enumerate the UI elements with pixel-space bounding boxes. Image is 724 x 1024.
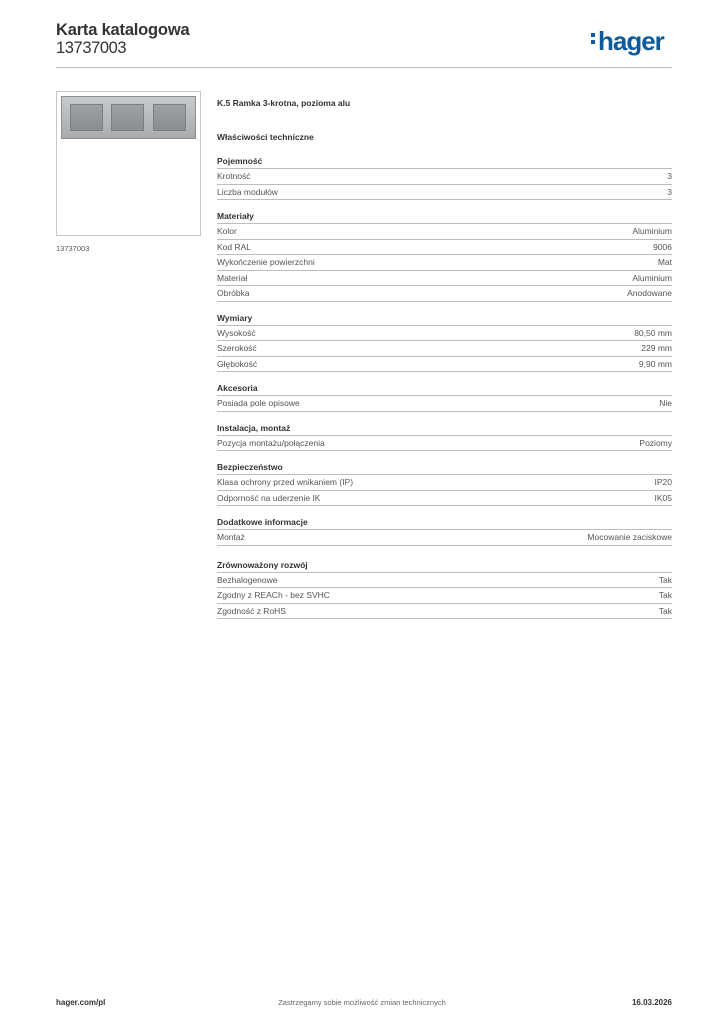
frame-slot xyxy=(70,104,103,131)
spec-label: Pozycja montażu/połączenia xyxy=(217,437,325,448)
spec-rows xyxy=(217,474,672,506)
spec-value: 9,90 mm xyxy=(638,358,672,369)
section-title: Zrównoważony rozwój xyxy=(217,559,308,570)
section-title: Akcesoria xyxy=(217,383,258,393)
hager-logo xyxy=(591,27,664,55)
product-details xyxy=(217,96,672,628)
spec-section xyxy=(217,515,672,546)
footer-date: 16.03.2026 xyxy=(631,998,672,1007)
spec-row xyxy=(217,224,672,240)
spec-rows xyxy=(217,168,672,200)
spec-section xyxy=(217,460,672,506)
spec-row xyxy=(217,475,672,491)
spec-row xyxy=(217,604,672,620)
spec-section xyxy=(217,381,672,412)
spec-value: Nie xyxy=(659,398,672,408)
spec-label: Wykończenie powierzchni xyxy=(217,257,315,267)
section-title: Dodatkowe informacje xyxy=(217,517,308,527)
spec-value: 9006 xyxy=(653,241,672,252)
spec-value: Mat xyxy=(657,257,672,267)
product-code: 13737003 xyxy=(56,39,127,57)
header-divider xyxy=(56,67,672,68)
spec-row xyxy=(217,240,672,256)
spec-section xyxy=(217,154,672,200)
spec-row xyxy=(217,169,672,185)
spec-row xyxy=(217,286,672,302)
spec-rows xyxy=(217,325,672,373)
section-title: Bezpieczeństwo xyxy=(217,462,283,472)
spec-value: IK05 xyxy=(654,492,672,503)
spec-row xyxy=(217,357,672,373)
image-caption: 13737003 xyxy=(56,244,90,253)
spec-row xyxy=(217,271,672,287)
spec-label: Klasa ochrony przed wnikaniem (IP) xyxy=(217,477,354,487)
spec-value: Aluminium xyxy=(632,272,672,283)
spec-row xyxy=(217,491,672,507)
spec-rows xyxy=(217,395,672,412)
spec-row xyxy=(217,436,672,452)
spec-label: Kolor xyxy=(217,226,237,236)
spec-row xyxy=(217,185,672,201)
spec-row xyxy=(217,588,672,604)
spec-value: Aluminium xyxy=(632,226,672,236)
spec-section xyxy=(217,558,672,620)
product-title: K.5 Ramka 3-krotna, pozioma alu xyxy=(217,98,351,108)
spec-value: Anodowane xyxy=(627,288,672,298)
spec-row xyxy=(217,530,672,546)
spec-label: Wysokość xyxy=(217,327,256,338)
spec-label: Zgodny z REACh - bez SVHC xyxy=(217,590,330,600)
section-title: Wymiary xyxy=(217,312,253,323)
document-title: Karta katalogowa xyxy=(56,21,190,39)
spec-value: 229 mm xyxy=(641,343,672,353)
logo-colon-icon xyxy=(591,33,596,47)
properties-title: Właściwości techniczne xyxy=(217,132,314,142)
spec-label: Kod RAL xyxy=(217,241,252,252)
spec-label: Zgodność z RoHS xyxy=(217,605,286,616)
spec-row xyxy=(217,255,672,271)
section-title: Materiały xyxy=(217,211,254,221)
spec-value: Poziomy xyxy=(639,437,672,448)
spec-sections xyxy=(217,154,672,619)
section-title: Instalacja, montaż xyxy=(217,422,291,433)
spec-section xyxy=(217,311,672,373)
spec-value: Tak xyxy=(658,590,672,600)
product-image xyxy=(56,91,201,236)
frame-3-gang-image xyxy=(61,96,196,139)
spec-label: Montaż xyxy=(217,532,245,542)
spec-label: Głębokość xyxy=(217,358,258,369)
spec-rows xyxy=(217,529,672,546)
spec-section xyxy=(217,209,672,302)
spec-label: Bezhalogenowe xyxy=(217,574,278,585)
spec-label: Krotność xyxy=(217,171,251,181)
footer-website[interactable]: hager.com/pl xyxy=(56,998,106,1007)
frame-slot xyxy=(111,104,144,131)
spec-rows xyxy=(217,572,672,620)
spec-label: Posiada pole opisowe xyxy=(217,398,300,408)
spec-row xyxy=(217,396,672,412)
spec-label: Szerokość xyxy=(217,343,257,353)
section-title: Pojemność xyxy=(217,156,263,166)
spec-value: 80,50 mm xyxy=(634,327,672,338)
spec-value: Tak xyxy=(658,574,672,585)
spec-value: 3 xyxy=(667,171,672,181)
frame-slot xyxy=(153,104,186,131)
spec-row xyxy=(217,573,672,589)
spec-label: Materiał xyxy=(217,272,248,283)
spec-label: Odporność na uderzenie IK xyxy=(217,492,321,503)
spec-section xyxy=(217,421,672,452)
spec-value: IP20 xyxy=(654,477,672,487)
spec-row xyxy=(217,326,672,342)
spec-label: Obróbka xyxy=(217,288,250,298)
spec-rows xyxy=(217,435,672,452)
spec-value: Mocowanie zaciskowe xyxy=(587,532,672,542)
spec-value: 3 xyxy=(667,186,672,197)
spec-value: Tak xyxy=(658,605,672,616)
spec-label: Liczba modułów xyxy=(217,186,278,197)
logo-text: hager xyxy=(598,26,664,56)
spec-rows xyxy=(217,223,672,302)
spec-row xyxy=(217,341,672,357)
footer-notice: Zastrzegamy sobie możliwość zmian technicznych xyxy=(278,998,446,1007)
